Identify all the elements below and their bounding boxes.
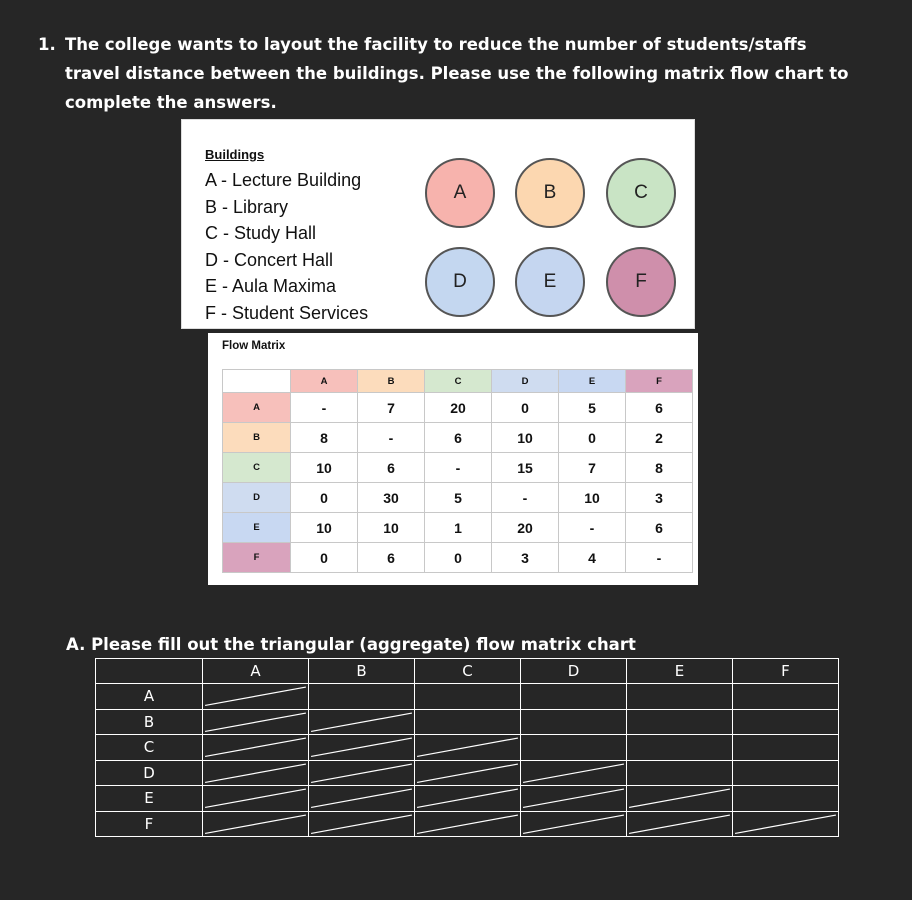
- flow-cell: -: [291, 393, 358, 423]
- tri-diagonal-cell: [203, 709, 309, 735]
- flow-col-header: C: [425, 370, 492, 393]
- flow-cell: 5: [559, 393, 626, 423]
- tri-input-cell[interactable]: [521, 709, 627, 735]
- tri-diagonal-cell: [521, 786, 627, 812]
- tri-diagonal-cell: [309, 709, 415, 735]
- tri-diagonal-cell: [521, 811, 627, 837]
- triangular-matrix-table: [95, 658, 839, 837]
- flow-col-header: F: [626, 370, 693, 393]
- tri-diagonal-cell: [203, 735, 309, 761]
- flow-cell: -: [425, 453, 492, 483]
- flow-cell: 10: [492, 423, 559, 453]
- flow-cell: 20: [492, 513, 559, 543]
- flow-cell: 0: [559, 423, 626, 453]
- flow-row-header: A: [223, 393, 291, 423]
- tri-diagonal-cell: [309, 735, 415, 761]
- question: [38, 30, 858, 117]
- tri-row: [96, 811, 839, 837]
- circle-label: C: [634, 182, 648, 203]
- flow-cell: 0: [291, 543, 358, 573]
- flow-col-header: A: [291, 370, 358, 393]
- tri-row-header: E: [96, 786, 203, 812]
- tri-diagonal-cell: [415, 735, 521, 761]
- flow-cell: 0: [425, 543, 492, 573]
- flow-cell: 1: [425, 513, 492, 543]
- tri-input-cell[interactable]: [627, 684, 733, 710]
- tri-col-header: D: [521, 659, 627, 684]
- flow-cell: 10: [358, 513, 425, 543]
- flow-row: [223, 513, 693, 543]
- flow-cell: 10: [291, 453, 358, 483]
- tri-diagonal-cell: [203, 811, 309, 837]
- tri-row: [96, 684, 839, 710]
- flow-cell: 8: [626, 453, 693, 483]
- building-item: E - Aula Maxima: [205, 276, 337, 297]
- tri-diagonal-cell: [203, 760, 309, 786]
- flow-row-header: B: [223, 423, 291, 453]
- tri-input-cell[interactable]: [415, 709, 521, 735]
- tri-input-cell[interactable]: [627, 735, 733, 761]
- building-item: F - Student Services: [205, 302, 369, 323]
- tri-input-cell[interactable]: [733, 684, 839, 710]
- building-item: D - Concert Hall: [205, 249, 334, 270]
- part-a-title: A. Please fill out the triangular (aggregate) flow matrix chart: [66, 635, 636, 654]
- flow-cell: 5: [425, 483, 492, 513]
- tri-diagonal-cell: [203, 684, 309, 710]
- building-circle-f: [606, 247, 676, 317]
- circle-label: F: [635, 271, 647, 292]
- tri-col-header: C: [415, 659, 521, 684]
- question-text: The college wants to layout the facility to reduce the number of students/staffs travel distance between the buildings. Please use the following matrix flow chart to complete the answers.: [65, 35, 849, 112]
- building-item: B - Library: [205, 196, 289, 217]
- tri-diagonal-cell: [627, 811, 733, 837]
- flow-cell: 0: [291, 483, 358, 513]
- flow-matrix-panel: [208, 333, 698, 585]
- tri-row-header: A: [96, 684, 203, 710]
- tri-col-header: E: [627, 659, 733, 684]
- building-item: A - Lecture Building: [205, 170, 362, 190]
- tri-row-header: C: [96, 735, 203, 761]
- building-item: C - Study Hall: [205, 223, 317, 244]
- flow-cell: -: [626, 543, 693, 573]
- flow-cell: 20: [425, 393, 492, 423]
- tri-corner-cell: [96, 659, 203, 684]
- tri-col-header: F: [733, 659, 839, 684]
- flow-row: [223, 453, 693, 483]
- flow-cell: 4: [559, 543, 626, 573]
- tri-col-header: B: [309, 659, 415, 684]
- flow-cell: 7: [358, 393, 425, 423]
- flow-cell: -: [559, 513, 626, 543]
- tri-diagonal-cell: [521, 760, 627, 786]
- flow-cell: 6: [358, 543, 425, 573]
- tri-input-cell[interactable]: [627, 760, 733, 786]
- circle-label: D: [453, 271, 467, 292]
- tri-diagonal-cell: [733, 811, 839, 837]
- flow-cell: -: [358, 423, 425, 453]
- flow-row: [223, 423, 693, 453]
- tri-diagonal-cell: [415, 786, 521, 812]
- flow-cell: 6: [425, 423, 492, 453]
- flow-cell: 3: [492, 543, 559, 573]
- tri-row: [96, 786, 839, 812]
- flow-row-header: D: [223, 483, 291, 513]
- flow-cell: 6: [358, 453, 425, 483]
- tri-diagonal-cell: [309, 786, 415, 812]
- flow-cell: 7: [559, 453, 626, 483]
- tri-diagonal-cell: [627, 786, 733, 812]
- tri-diagonal-cell: [309, 760, 415, 786]
- tri-diagonal-cell: [415, 811, 521, 837]
- tri-diagonal-cell: [309, 811, 415, 837]
- flow-row-header: E: [223, 513, 291, 543]
- flow-col-header: B: [358, 370, 425, 393]
- building-circle-c: [606, 158, 676, 228]
- flow-cell: 6: [626, 513, 693, 543]
- tri-header-row: [96, 659, 839, 684]
- tri-input-cell[interactable]: [521, 735, 627, 761]
- flow-cell: 8: [291, 423, 358, 453]
- flow-row-header: C: [223, 453, 291, 483]
- tri-input-cell[interactable]: [521, 684, 627, 710]
- tri-input-cell[interactable]: [733, 709, 839, 735]
- flow-cell: 6: [626, 393, 693, 423]
- tri-input-cell[interactable]: [627, 709, 733, 735]
- flow-header-row: [223, 370, 693, 393]
- tri-row: [96, 760, 839, 786]
- tri-row-header: B: [96, 709, 203, 735]
- tri-row: [96, 709, 839, 735]
- building-circle-d: [425, 247, 495, 317]
- flow-cell: 0: [492, 393, 559, 423]
- flow-cell: 10: [559, 483, 626, 513]
- tri-input-cell[interactable]: [415, 684, 521, 710]
- circle-label: A: [453, 182, 467, 203]
- flow-col-header: E: [559, 370, 626, 393]
- buildings-panel: [181, 119, 695, 329]
- buildings-list: [205, 167, 368, 327]
- tri-diagonal-cell: [203, 786, 309, 812]
- flow-cell: 30: [358, 483, 425, 513]
- flow-matrix-title: Flow Matrix: [222, 340, 286, 352]
- building-circle-a: [425, 158, 495, 228]
- circle-label: E: [543, 271, 557, 292]
- tri-input-cell[interactable]: [733, 735, 839, 761]
- flow-corner-cell: [223, 370, 291, 393]
- buildings-heading: Buildings: [205, 147, 265, 162]
- flow-cell: 3: [626, 483, 693, 513]
- flow-cell: 10: [291, 513, 358, 543]
- tri-row: [96, 735, 839, 761]
- building-circle-b: [515, 158, 585, 228]
- flow-col-header: D: [492, 370, 559, 393]
- flow-row: [223, 543, 693, 573]
- tri-col-header: A: [203, 659, 309, 684]
- flow-row: [223, 393, 693, 423]
- tri-input-cell[interactable]: [733, 786, 839, 812]
- tri-input-cell[interactable]: [309, 684, 415, 710]
- question-number: 1.: [38, 35, 56, 54]
- building-circle-e: [515, 247, 585, 317]
- flow-cell: -: [492, 483, 559, 513]
- flow-row: [223, 483, 693, 513]
- tri-row-header: D: [96, 760, 203, 786]
- flow-cell: 2: [626, 423, 693, 453]
- flow-matrix-table: [222, 369, 693, 573]
- flow-row-header: F: [223, 543, 291, 573]
- tri-row-header: F: [96, 811, 203, 837]
- tri-input-cell[interactable]: [733, 760, 839, 786]
- tri-diagonal-cell: [415, 760, 521, 786]
- flow-cell: 15: [492, 453, 559, 483]
- circle-label: B: [543, 182, 557, 203]
